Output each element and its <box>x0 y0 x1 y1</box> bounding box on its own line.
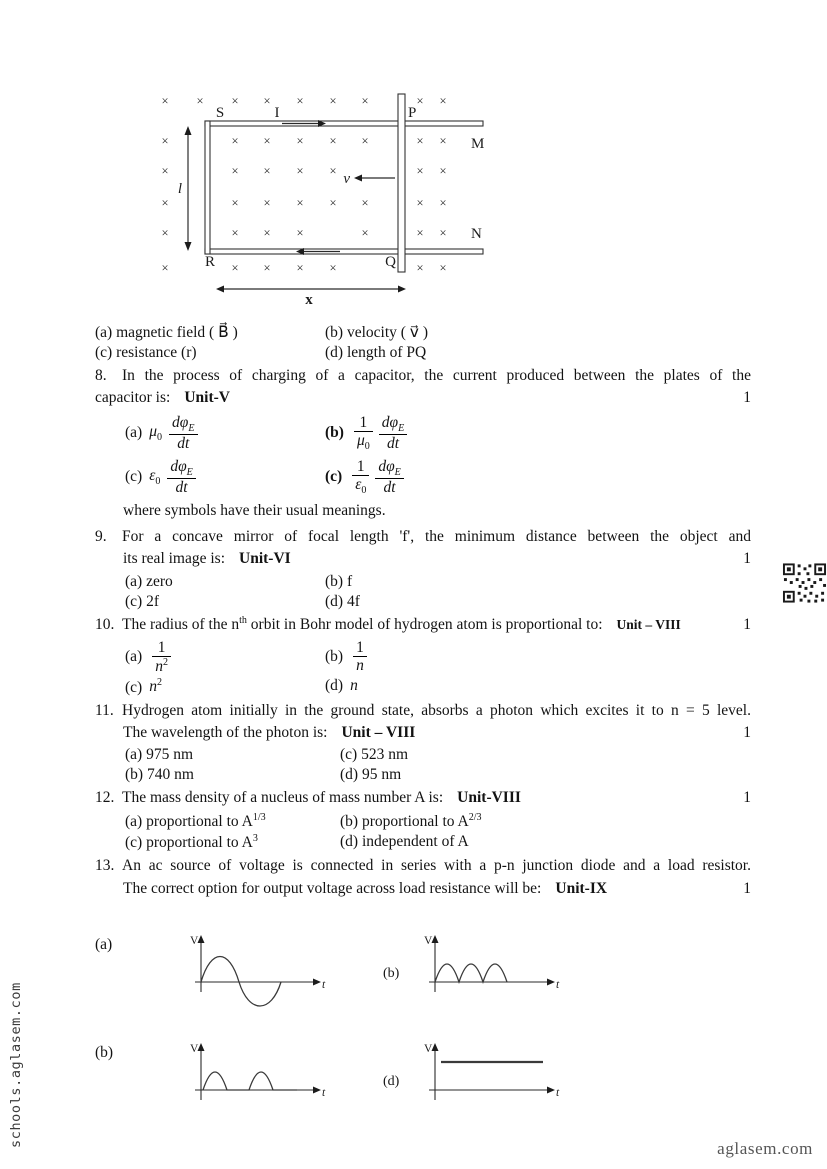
field-cross: × <box>161 226 169 240</box>
epsilon-zero-symbol: $\varepsilon_0$ <box>149 466 161 487</box>
one-over-n-squared: $\frac{1}{n^2}$ <box>152 639 171 676</box>
q12-option-d: (d) independent of A <box>340 833 469 851</box>
field-cross: × <box>231 94 239 108</box>
field-cross: × <box>329 164 337 178</box>
field-cross: × <box>231 134 239 148</box>
q12-options-row-1 <box>125 812 751 831</box>
q12-line1 <box>95 787 751 809</box>
velocity-arrow-head <box>354 175 362 182</box>
field-cross: × <box>161 94 169 108</box>
field-cross: × <box>263 94 271 108</box>
q8-note: where symbols have their usual meanings. <box>123 501 386 519</box>
q10-number: 10. <box>95 616 115 634</box>
dphi-dt-fraction: $\frac{d\varphi_E}{dt}$ <box>375 458 403 497</box>
q13-text: An ac source of voltage is connected in series with a p-n junction diode and a load resistor. <box>122 857 751 875</box>
field-cross: × <box>439 226 447 240</box>
q10-unit: Unit – VIII <box>616 617 681 633</box>
mu-zero-symbol: $\mu_0$ <box>149 422 163 443</box>
q9-unit: Unit-VI <box>239 550 291 568</box>
q11-option-c: (c) 523 nm <box>340 746 409 764</box>
field-cross: × <box>361 134 369 148</box>
q9-option-c: (c) 2f <box>125 592 159 610</box>
one-over-n: $\frac{1}{n}$ <box>353 639 367 675</box>
field-cross: × <box>416 164 424 178</box>
field-cross: × <box>329 261 337 275</box>
field-cross: × <box>361 226 369 240</box>
q12-option-a: (a) proportional to $A^{1/3}$ <box>125 811 266 831</box>
question-11 <box>95 700 751 785</box>
q13-graphs <box>95 930 751 1126</box>
q13-marks: 1 <box>743 879 751 897</box>
q9-number: 9. <box>95 527 107 545</box>
field-cross: × <box>161 261 169 275</box>
q10-options-row-1 <box>125 639 751 676</box>
q9-line2 <box>123 548 751 570</box>
field-cross: × <box>439 164 447 178</box>
q13-line2 <box>123 878 751 900</box>
field-cross: × <box>231 196 239 210</box>
dphi-dt-fraction: $\frac{d\varphi_E}{dt}$ <box>379 414 407 453</box>
field-cross: × <box>329 134 337 148</box>
graph-half-wave-rectified <box>183 1038 333 1126</box>
q11-number: 11. <box>95 701 114 719</box>
q10-option-d: (d) n <box>325 677 358 695</box>
label-q: Q <box>385 254 396 270</box>
field-cross: × <box>439 134 447 148</box>
q10-option-c: (c) $n^2$ <box>125 677 162 696</box>
q13-text2: The correct option for output voltage across load resistance will be: <box>123 879 542 897</box>
v-axis-label: V <box>190 1043 199 1056</box>
field-cross: × <box>439 196 447 210</box>
field-cross: × <box>296 134 304 148</box>
dphi-dt-fraction: $\frac{d\varphi_E}{dt}$ <box>169 414 197 453</box>
q8-option-c: (c) $\varepsilon_0$ $\frac{d\varphi_E}{dt}$ <box>125 456 325 498</box>
q11-options-row-1 <box>125 746 751 764</box>
dphi-dt-fraction: $\frac{d\varphi_E}{dt}$ <box>167 458 195 497</box>
label-r: R <box>204 254 216 270</box>
length-arrow-head-top <box>185 126 192 135</box>
field-cross: × <box>416 261 424 275</box>
q9-line1 <box>95 526 751 548</box>
field-cross: × <box>296 94 304 108</box>
q8-text2: capacitor is: <box>95 389 171 407</box>
field-cross: × <box>161 164 169 178</box>
q9-text: For a concave mirror of focal length 'f', the minimum distance between the object and <box>122 527 751 545</box>
label-v: v <box>343 171 350 187</box>
q11-text: Hydrogen atom initially in the ground state, absorbs a photon which excites it to n = 5 level. <box>122 701 751 719</box>
q13-line1 <box>95 855 751 877</box>
q12-option-c: (c) proportional to $A^3$ <box>125 833 258 852</box>
field-cross: × <box>263 134 271 148</box>
q11-option-b: (b) 740 nm <box>125 766 194 784</box>
q9-marks: 1 <box>743 550 751 568</box>
graph-a-sine-wave <box>183 930 333 1018</box>
q11-options-row-2 <box>125 766 751 784</box>
field-cross: × <box>416 226 424 240</box>
question-8 <box>95 365 751 520</box>
left-conductor <box>205 121 210 254</box>
qr-code <box>782 562 827 604</box>
q8-unit: Unit-V <box>184 389 230 407</box>
q11-unit: Unit – VIII <box>341 724 416 741</box>
q8-marks: 1 <box>743 389 751 407</box>
v-axis-label: V <box>424 935 433 948</box>
q7-option-b: (b) velocity ( v⃗ ) <box>325 324 428 341</box>
label-i: I <box>274 105 280 121</box>
q12-options-row-2 <box>125 833 751 852</box>
label-p: P <box>408 105 417 121</box>
graph-b-full-wave-rectified <box>417 930 567 1018</box>
field-cross: × <box>416 94 424 108</box>
q7-option-c: (c) resistance (r) <box>95 344 197 361</box>
graph-b-left-label: (b) <box>95 1044 114 1062</box>
field-cross: × <box>361 94 369 108</box>
question-10 <box>95 614 751 697</box>
field-cross: × <box>296 164 304 178</box>
t-axis-label: t <box>322 1087 326 1100</box>
one-over-mu0-fraction: $\frac{1}{\mu_0}$ <box>354 414 373 453</box>
field-cross: × <box>161 196 169 210</box>
field-cross: × <box>439 94 447 108</box>
q11-option-a: (a) 975 nm <box>125 746 194 764</box>
one-over-eps0-fraction: $\frac{1}{\varepsilon_0}$ <box>352 458 369 497</box>
q8-number: 8. <box>95 367 107 384</box>
q8-line1 <box>95 365 751 387</box>
field-cross: × <box>329 196 337 210</box>
field-cross: × <box>231 164 239 178</box>
q7-options-row-2 <box>95 344 751 362</box>
t-axis-label: t <box>556 1087 560 1100</box>
page-content <box>95 86 751 1126</box>
x-measure-head-left <box>216 286 224 293</box>
q9-options-row-1 <box>125 573 751 591</box>
question-9 <box>95 526 751 611</box>
q8-option-a: (a) $\mu_0$ $\frac{d\varphi_E}{dt}$ <box>125 412 325 454</box>
top-rail <box>205 121 483 126</box>
field-cross: × <box>161 134 169 148</box>
q8-line2 <box>95 387 751 409</box>
q12-option-b: (b) proportional to $A^{2/3}$ <box>340 811 482 831</box>
q11-line1 <box>95 700 751 722</box>
label-l: l <box>177 181 183 197</box>
physics-diagram <box>150 86 495 308</box>
q7-options-row-1 <box>95 323 751 342</box>
q11-marks: 1 <box>743 724 751 741</box>
q10-line1 <box>95 614 751 637</box>
x-measure-head-right <box>398 286 406 293</box>
field-cross: × <box>296 196 304 210</box>
q8-text: In the process of charging of a capacitor, the current produced between the plates of the <box>122 367 751 384</box>
field-cross: × <box>416 196 424 210</box>
q12-number: 12. <box>95 789 115 807</box>
q10-option-b: (b) $\frac{1}{n}$ <box>325 639 370 676</box>
graph-a-label: (a) <box>95 936 113 954</box>
q7-option-a: (a) magnetic field ( B⃗ ) <box>95 324 238 341</box>
sliding-rod-pq <box>398 94 405 272</box>
label-x: x <box>305 292 313 308</box>
q10-text: The radius of the $n^{th}$ orbit in Bohr model of hydrogen atom is proportional to: <box>122 614 603 634</box>
q10-option-a: (a) $\frac{1}{n^2}$ <box>125 639 325 676</box>
footer-brand: aglasem.com <box>717 1139 813 1158</box>
field-cross: × <box>231 261 239 275</box>
field-cross: × <box>416 134 424 148</box>
question-12 <box>95 787 751 852</box>
field-cross: × <box>263 196 271 210</box>
label-s: S <box>215 105 225 121</box>
graph-b-right-label: (b) <box>383 966 400 982</box>
v-axis-label: V <box>424 1043 433 1056</box>
diagram-section <box>150 86 751 313</box>
length-arrow-head-bottom <box>185 242 192 251</box>
q11-text2: The wavelength of the photon is: <box>123 724 328 741</box>
q8-options-row-2 <box>125 456 751 498</box>
q11-option-d: (d) 95 nm <box>340 766 402 784</box>
label-n: N <box>471 226 482 242</box>
t-axis-label: t <box>556 979 560 992</box>
q10-options-row-2 <box>125 677 751 696</box>
field-cross: × <box>196 94 204 108</box>
graph-d-dc-line <box>417 1038 567 1126</box>
label-m: M <box>471 136 485 152</box>
field-cross: × <box>296 226 304 240</box>
field-cross: × <box>296 261 304 275</box>
q10-marks: 1 <box>743 616 751 634</box>
t-axis-label: t <box>322 979 326 992</box>
q12-unit: Unit-VIII <box>457 789 521 807</box>
q9-option-b: (b) f <box>325 572 353 590</box>
q8-option-b: (b) $\frac{1}{\mu_0}$ $\frac{d\varphi_E}{dt}$ <box>325 412 410 454</box>
q9-option-d: (d) 4f <box>325 592 360 610</box>
bottom-rail <box>205 249 483 254</box>
field-cross: × <box>439 261 447 275</box>
field-cross: × <box>263 164 271 178</box>
q9-options-row-2 <box>125 593 751 611</box>
q13-unit: Unit-IX <box>555 879 608 897</box>
question-13 <box>95 855 751 1126</box>
q9-text2: its real image is: <box>123 550 226 568</box>
field-cross: × <box>329 94 337 108</box>
q8-options-row-1 <box>125 412 751 454</box>
field-cross: × <box>231 226 239 240</box>
field-cross: × <box>263 261 271 275</box>
q9-option-a: (a) zero <box>125 572 173 590</box>
q13-number: 13. <box>95 857 115 875</box>
q11-line2 <box>123 722 751 744</box>
q7-option-d: (d) length of PQ <box>325 344 427 361</box>
graph-d-label: (d) <box>383 1074 400 1090</box>
q12-marks: 1 <box>743 789 751 807</box>
field-cross: × <box>361 196 369 210</box>
q8-option-c2: (c) $\frac{1}{\varepsilon_0}$ $\frac{d\varphi_E}{dt}$ <box>325 456 407 498</box>
v-axis-label: V <box>190 935 199 948</box>
side-watermark: schools.aglasem.com <box>8 982 24 1148</box>
q12-text: The mass density of a nucleus of mass number A is: <box>122 789 444 807</box>
field-cross: × <box>263 226 271 240</box>
